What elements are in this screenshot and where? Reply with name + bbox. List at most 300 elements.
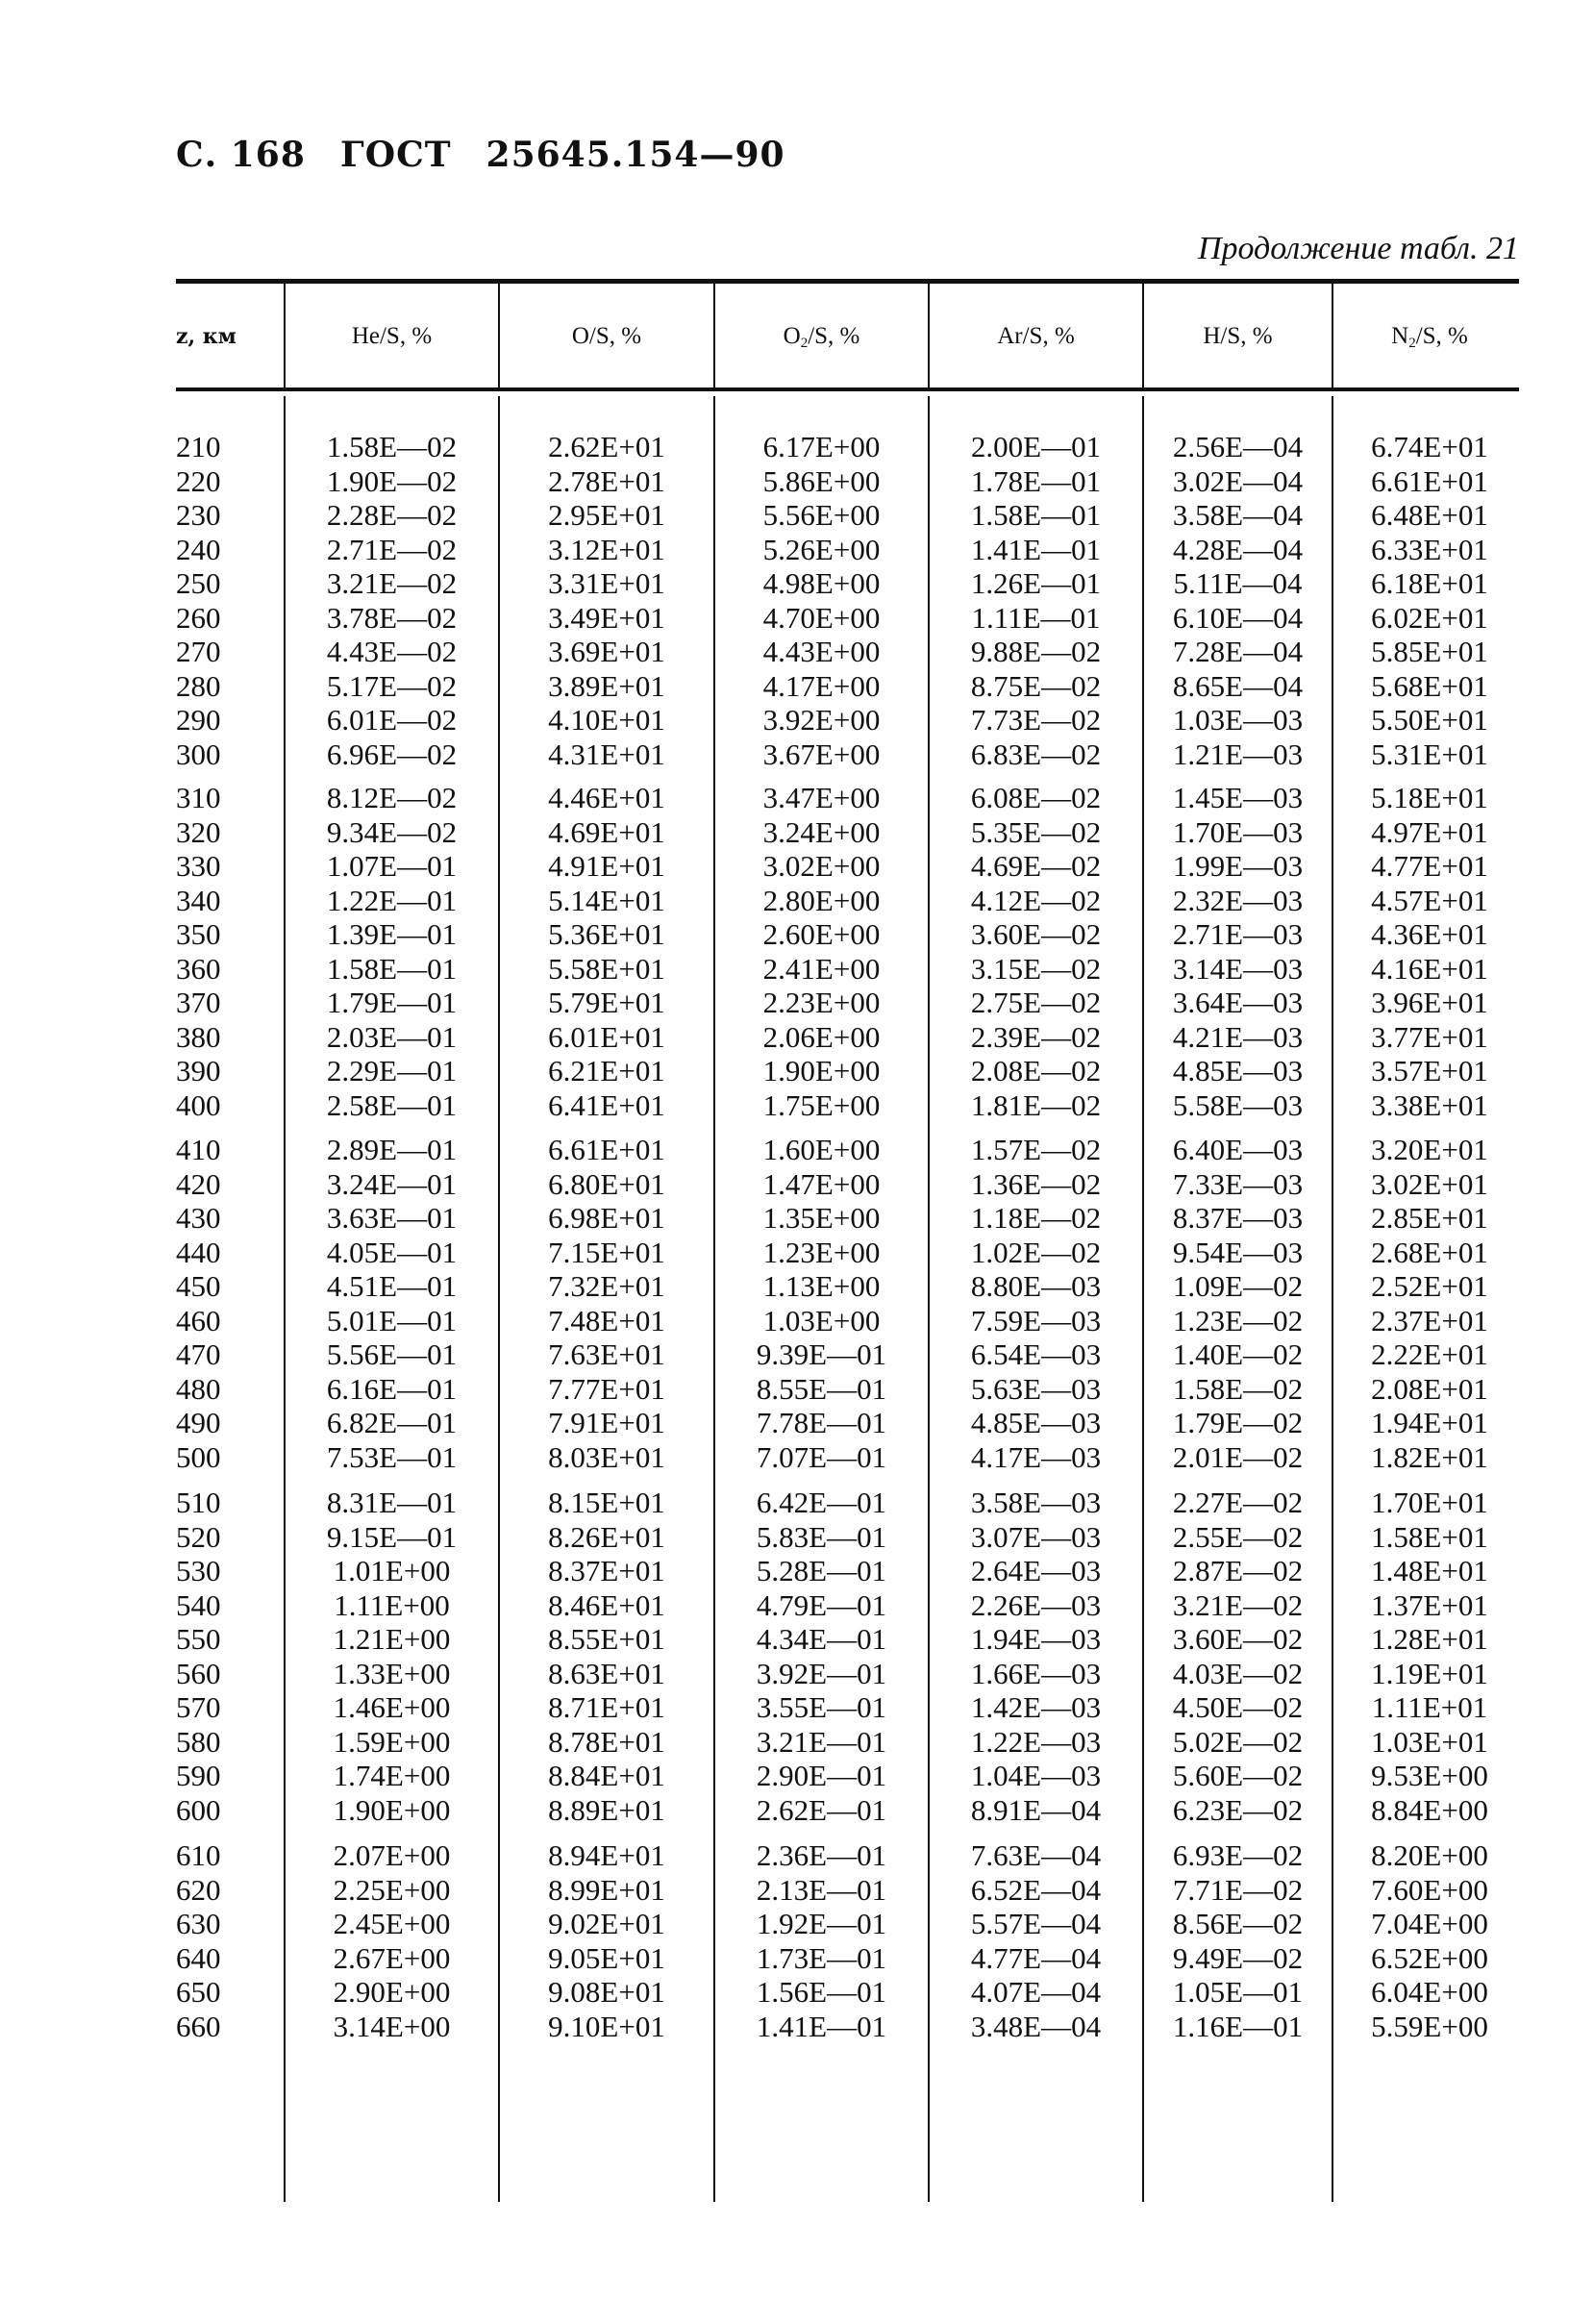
value-cell: 3.58E—04 [1172,498,1304,532]
value-cell: 4.12E—02 [970,883,1102,917]
value-cell: 4.10E+01 [548,703,665,737]
altitude-cell: 610 [176,1838,221,1872]
value-cell: 1.41E—01 [756,2009,887,2043]
value-cell: 5.36E+01 [548,917,665,951]
table-block [0,1838,1569,2043]
altitude-cell: 360 [176,951,221,986]
table-row [0,1201,1569,1236]
value-cell: 8.84E+00 [1371,1792,1488,1827]
value-cell: 2.90E+00 [333,1975,451,2009]
table-continuation-caption: Продолжение табл. 21 [1197,231,1519,266]
value-cell: 3.78E—02 [326,600,458,635]
value-cell: 1.16E—01 [1172,2009,1304,2043]
value-cell: 3.38E+01 [1371,1087,1488,1122]
value-cell: 3.92E—01 [756,1656,887,1690]
altitude-cell: 260 [176,600,221,635]
altitude-cell: 210 [176,430,221,463]
table-row [0,430,1569,464]
value-cell: 8.37E—03 [1172,1201,1304,1235]
value-cell: 2.25E+00 [333,1872,451,1907]
altitude-cell: 380 [176,1019,221,1054]
value-cell: 3.89E+01 [548,668,665,703]
table-row [0,1725,1569,1760]
value-cell: 8.84E+01 [548,1759,665,1792]
value-cell: 9.08E+01 [548,1975,665,2009]
value-cell: 1.23E+00 [762,1235,881,1269]
table-row [0,1133,1569,1167]
value-cell: 6.98E+01 [548,1201,665,1235]
value-cell: 5.28E—01 [756,1554,887,1587]
table-row [0,1873,1569,1908]
value-cell: 7.60E+00 [1371,1872,1488,1907]
value-cell: 5.31E+01 [1371,737,1488,771]
value-cell: 8.65E—04 [1172,668,1304,703]
altitude-cell: 600 [176,1792,221,1827]
value-cell: 2.00E—01 [970,430,1102,463]
value-cell: 5.14E+01 [548,883,665,917]
altitude-cell: 390 [176,1054,221,1087]
value-cell: 6.04E+00 [1371,1975,1488,2009]
altitude-cell: 650 [176,1975,221,2009]
altitude-cell: 290 [176,703,221,737]
altitude-cell: 220 [176,463,221,498]
value-cell: 3.69E+01 [548,635,665,668]
value-cell: 4.17E+00 [762,668,881,703]
table-row [0,1020,1569,1055]
altitude-cell: 250 [176,566,221,600]
altitude-cell: 490 [176,1406,221,1439]
value-cell: 3.55E—01 [756,1690,887,1724]
value-cell: 3.49E+01 [548,600,665,635]
table-row [0,1337,1569,1372]
value-cell: 5.63E—03 [970,1371,1102,1406]
value-cell: 2.52E+01 [1371,1269,1488,1303]
table-row [0,1088,1569,1123]
value-cell: 2.78E+01 [548,463,665,498]
value-cell: 1.70E—03 [1172,814,1304,849]
page-header [176,135,785,175]
value-cell: 8.55E+01 [548,1622,665,1656]
value-cell: 7.77E+01 [548,1371,665,1406]
value-cell: 6.02E+01 [1371,600,1488,635]
value-cell: 1.73E—01 [756,1940,887,1975]
altitude-cell: 240 [176,532,221,566]
value-cell: 1.42E—03 [970,1690,1102,1724]
table-row [0,1941,1569,1976]
table-row [0,1907,1569,1941]
value-cell: 5.58E+01 [548,951,665,986]
table-row [0,601,1569,636]
value-cell: 3.02E—04 [1172,463,1304,498]
altitude-cell: 540 [176,1587,221,1622]
table-row [0,703,1569,737]
value-cell: 1.46E+00 [333,1690,451,1724]
altitude-cell: 630 [176,1907,221,1940]
value-cell: 8.12E—02 [326,781,458,814]
value-cell: 1.78E—01 [970,463,1102,498]
value-cell: 1.22E—01 [326,883,458,917]
altitude-cell: 500 [176,1439,221,1474]
value-cell: 7.73E—02 [970,703,1102,737]
value-cell: 2.45E+00 [333,1907,451,1940]
value-cell: 1.39E—01 [326,917,458,951]
value-cell: 7.78E—01 [756,1406,887,1439]
value-cell: 8.71E+01 [548,1690,665,1724]
value-cell: 4.46E+01 [548,781,665,814]
value-cell: 6.18E+01 [1371,566,1488,600]
value-cell: 4.97E+01 [1371,814,1488,849]
value-cell: 8.15E+01 [548,1486,665,1519]
value-cell: 1.13E+00 [762,1269,881,1303]
value-cell: 2.62E+01 [548,430,665,463]
table-row [0,533,1569,567]
value-cell: 7.07E—01 [756,1439,887,1474]
table-row [0,917,1569,952]
altitude-cell: 430 [176,1201,221,1235]
value-cell: 2.03E—01 [326,1019,458,1054]
altitude-cell: 270 [176,635,221,668]
value-cell: 1.18E—02 [970,1201,1102,1235]
table-block [0,1486,1569,1827]
value-cell: 2.07E+00 [333,1838,451,1872]
value-cell: 4.28E—04 [1172,532,1304,566]
value-cell: 3.64E—03 [1172,986,1304,1019]
value-cell: 5.60E—02 [1172,1759,1304,1792]
value-cell: 1.03E+00 [762,1303,881,1337]
altitude-cell: 420 [176,1166,221,1201]
altitude-cell: 230 [176,498,221,532]
page-number: С. 168 [176,135,306,175]
table-row [0,1269,1569,1304]
value-cell: 3.77E+01 [1371,1019,1488,1054]
value-cell: 1.37E+01 [1371,1587,1488,1622]
table-block [0,430,1569,771]
value-cell: 8.78E+01 [548,1724,665,1759]
value-cell: 3.12E+01 [548,532,665,566]
value-cell: 8.80E—03 [970,1269,1102,1303]
value-cell: 9.53E+00 [1371,1759,1488,1792]
value-cell: 3.02E+01 [1371,1166,1488,1201]
value-cell: 9.02E+01 [548,1907,665,1940]
table-row [0,737,1569,772]
value-cell: 1.81E—02 [970,1087,1102,1122]
table-row [0,1406,1569,1440]
value-cell: 2.01E—02 [1172,1439,1304,1474]
value-cell: 1.21E—03 [1172,737,1304,771]
value-cell: 6.01E—02 [326,703,458,737]
value-cell: 1.58E—02 [326,430,458,463]
value-cell: 6.82E—01 [326,1406,458,1439]
value-cell: 1.41E—01 [970,532,1102,566]
value-cell: 4.50E—02 [1172,1690,1304,1724]
altitude-cell: 470 [176,1337,221,1371]
value-cell: 1.99E—03 [1172,849,1304,883]
value-cell: 5.85E+01 [1371,635,1488,668]
value-cell: 1.11E+00 [334,1587,450,1622]
value-cell: 2.26E—03 [970,1587,1102,1622]
altitude-cell: 320 [176,814,221,849]
value-cell: 7.48E+01 [548,1303,665,1337]
value-cell: 5.79E+01 [548,986,665,1019]
table-row [0,1793,1569,1828]
value-cell: 1.90E+00 [333,1792,451,1827]
value-cell: 2.27E—02 [1172,1486,1304,1519]
column-header-ar: Ar/S, % [997,323,1075,349]
table-block [0,781,1569,1122]
value-cell: 7.15E+01 [548,1235,665,1269]
standard-number: 25645.154—90 [486,135,785,175]
value-cell: 8.31E—01 [326,1486,458,1519]
table-row [0,1440,1569,1475]
value-cell: 1.26E—01 [970,566,1102,600]
table-row [0,464,1569,499]
value-cell: 4.85E—03 [970,1406,1102,1439]
value-cell: 6.93E—02 [1172,1838,1304,1872]
value-cell: 4.57E+01 [1371,883,1488,917]
value-cell: 1.79E—01 [326,986,458,1019]
table-row [0,1486,1569,1520]
value-cell: 1.03E—03 [1172,703,1304,737]
table-row [0,1622,1569,1657]
value-cell: 2.13E—01 [756,1872,887,1907]
value-cell: 1.01E+00 [333,1554,451,1587]
altitude-cell: 560 [176,1656,221,1690]
value-cell: 6.42E—01 [756,1486,887,1519]
value-cell: 1.05E—01 [1172,1975,1304,2009]
value-cell: 1.58E+01 [1371,1519,1488,1554]
altitude-cell: 310 [176,781,221,814]
value-cell: 6.40E—03 [1172,1133,1304,1166]
value-cell: 8.91E—04 [970,1792,1102,1827]
value-cell: 6.17E+00 [762,430,881,463]
value-cell: 1.92E—01 [756,1907,887,1940]
value-cell: 5.57E—04 [970,1907,1102,1940]
value-cell: 1.47E+00 [762,1166,881,1201]
standard-label: ГОСТ [339,135,452,175]
value-cell: 2.95E+01 [548,498,665,532]
value-cell: 2.36E—01 [756,1838,887,1872]
value-cell: 3.24E+00 [762,814,881,849]
value-cell: 3.14E—03 [1172,951,1304,986]
table-row [0,1167,1569,1202]
value-cell: 1.09E—02 [1172,1269,1304,1303]
value-cell: 1.74E+00 [333,1759,451,1792]
value-cell: 3.60E—02 [970,917,1102,951]
value-cell: 3.15E—02 [970,951,1102,986]
altitude-cell: 330 [176,849,221,883]
altitude-cell: 460 [176,1303,221,1337]
value-cell: 3.47E+00 [762,781,881,814]
value-cell: 5.02E—02 [1172,1724,1304,1759]
value-cell: 7.32E+01 [548,1269,665,1303]
value-cell: 2.41E+00 [762,951,881,986]
value-cell: 4.05E—01 [326,1235,458,1269]
value-cell: 9.05E+01 [548,1940,665,1975]
value-cell: 3.21E—02 [326,566,458,600]
value-cell: 4.31E+01 [548,737,665,771]
value-cell: 2.29E—01 [326,1054,458,1087]
value-cell: 4.85E—03 [1172,1054,1304,1087]
value-cell: 1.35E+00 [762,1201,881,1235]
value-cell: 4.51E—01 [326,1269,458,1303]
value-cell: 2.23E+00 [762,986,881,1019]
value-cell: 1.66E—03 [970,1656,1102,1690]
value-cell: 4.91E+01 [548,849,665,883]
value-cell: 6.23E—02 [1172,1792,1304,1827]
table-row [0,635,1569,669]
value-cell: 3.31E+01 [548,566,665,600]
value-cell: 9.88E—02 [970,635,1102,668]
column-header-altitude: z, км [176,324,237,349]
value-cell: 2.90E—01 [756,1759,887,1792]
value-cell: 6.41E+01 [548,1087,665,1122]
table-row [0,849,1569,884]
value-cell: 9.10E+01 [548,2009,665,2043]
value-cell: 4.16E+01 [1371,951,1488,986]
value-cell: 9.34E—02 [326,814,458,849]
value-cell: 4.07E—04 [970,1975,1102,2009]
table-row [0,986,1569,1020]
value-cell: 2.85E+01 [1371,1201,1488,1235]
value-cell: 1.59E+00 [333,1724,451,1759]
altitude-cell: 300 [176,737,221,771]
table-row [0,1759,1569,1793]
value-cell: 2.75E—02 [970,986,1102,1019]
value-cell: 6.83E—02 [970,737,1102,771]
value-cell: 6.52E—04 [970,1872,1102,1907]
value-cell: 8.99E+01 [548,1872,665,1907]
table-row [0,1554,1569,1588]
table-row [0,498,1569,533]
value-cell: 9.15E—01 [326,1519,458,1554]
value-cell: 5.50E+01 [1371,703,1488,737]
value-cell: 6.80E+01 [548,1166,665,1201]
value-cell: 4.77E+01 [1371,849,1488,883]
value-cell: 7.63E—04 [970,1838,1102,1872]
value-cell: 1.70E+01 [1371,1486,1488,1519]
column-header-h: H/S, % [1203,323,1273,349]
value-cell: 1.21E+00 [333,1622,451,1656]
table-row [0,1236,1569,1270]
value-cell: 4.17E—03 [970,1439,1102,1474]
value-cell: 4.34E—01 [756,1622,887,1656]
value-cell: 1.33E+00 [333,1656,451,1690]
value-cell: 2.55E—02 [1172,1519,1304,1554]
value-cell: 3.48E—04 [970,2009,1102,2043]
value-cell: 2.06E+00 [762,1019,881,1054]
table-header-rule [176,387,1519,391]
value-cell: 2.89E—01 [326,1133,458,1166]
value-cell: 1.94E+01 [1371,1406,1488,1439]
column-header-o: O/S, % [571,323,642,349]
value-cell: 8.63E+01 [548,1656,665,1690]
value-cell: 1.11E+01 [1371,1690,1488,1724]
table-row [0,884,1569,918]
value-cell: 6.01E+01 [548,1019,665,1054]
table-row [0,669,1569,704]
altitude-cell: 520 [176,1519,221,1554]
value-cell: 5.17E—02 [326,668,458,703]
value-cell: 7.04E+00 [1371,1907,1488,1940]
table-row [0,815,1569,850]
value-cell: 5.59E+00 [1371,2009,1488,2043]
value-cell: 4.79E—01 [756,1587,887,1622]
value-cell: 4.77E—04 [970,1940,1102,1975]
value-cell: 5.83E—01 [756,1519,887,1554]
value-cell: 6.61E+01 [1371,463,1488,498]
altitude-cell: 340 [176,883,221,917]
value-cell: 6.61E+01 [548,1133,665,1166]
value-cell: 3.21E—01 [756,1724,887,1759]
value-cell: 6.16E—01 [326,1371,458,1406]
value-cell: 5.26E+00 [762,532,881,566]
value-cell: 1.56E—01 [756,1975,887,2009]
value-cell: 7.53E—01 [326,1439,458,1474]
value-cell: 6.08E—02 [970,781,1102,814]
value-cell: 4.98E+00 [762,566,881,600]
value-cell: 1.36E—02 [970,1166,1102,1201]
value-cell: 6.33E+01 [1371,532,1488,566]
altitude-cell: 590 [176,1759,221,1792]
value-cell: 8.56E—02 [1172,1907,1304,1940]
altitude-cell: 570 [176,1690,221,1724]
value-cell: 1.19E+01 [1371,1656,1488,1690]
value-cell: 8.75E—02 [970,668,1102,703]
value-cell: 4.69E+01 [548,814,665,849]
value-cell: 1.58E—01 [970,498,1102,532]
value-cell: 1.58E—01 [326,951,458,986]
value-cell: 6.48E+01 [1371,498,1488,532]
value-cell: 5.56E—01 [326,1337,458,1371]
table-top-rule [176,279,1519,284]
value-cell: 3.67E+00 [762,737,881,771]
table-row [0,1054,1569,1088]
value-cell: 2.58E—01 [326,1087,458,1122]
value-cell: 2.32E—03 [1172,883,1304,917]
table-row [0,1588,1569,1623]
altitude-cell: 350 [176,917,221,951]
value-cell: 3.02E+00 [762,849,881,883]
column-header-o2: $O_2/S$, % [783,323,860,351]
value-cell: 5.11E—04 [1173,566,1303,600]
value-cell: 7.71E—02 [1172,1872,1304,1907]
value-cell: 2.22E+01 [1371,1337,1488,1371]
value-cell: 1.40E—02 [1172,1337,1304,1371]
value-cell: 2.64E—03 [970,1554,1102,1587]
table-row [0,781,1569,815]
altitude-cell: 440 [176,1235,221,1269]
value-cell: 1.60E+00 [762,1133,881,1166]
value-cell: 8.94E+01 [548,1838,665,1872]
value-cell: 4.43E—02 [326,635,458,668]
table-row [0,2010,1569,2044]
value-cell: 7.91E+01 [548,1406,665,1439]
value-cell: 1.57E—02 [970,1133,1102,1166]
value-cell: 5.68E+01 [1371,668,1488,703]
value-cell: 4.70E+00 [762,600,881,635]
value-cell: 3.21E—02 [1172,1587,1304,1622]
value-cell: 2.08E+01 [1371,1371,1488,1406]
altitude-cell: 510 [176,1486,221,1519]
value-cell: 1.28E+01 [1371,1622,1488,1656]
value-cell: 1.82E+01 [1371,1439,1488,1474]
value-cell: 2.08E—02 [970,1054,1102,1087]
value-cell: 1.94E—03 [970,1622,1102,1656]
table-row [0,566,1569,601]
value-cell: 8.26E+01 [548,1519,665,1554]
value-cell: 4.21E—03 [1172,1019,1304,1054]
table-row [0,1838,1569,1873]
